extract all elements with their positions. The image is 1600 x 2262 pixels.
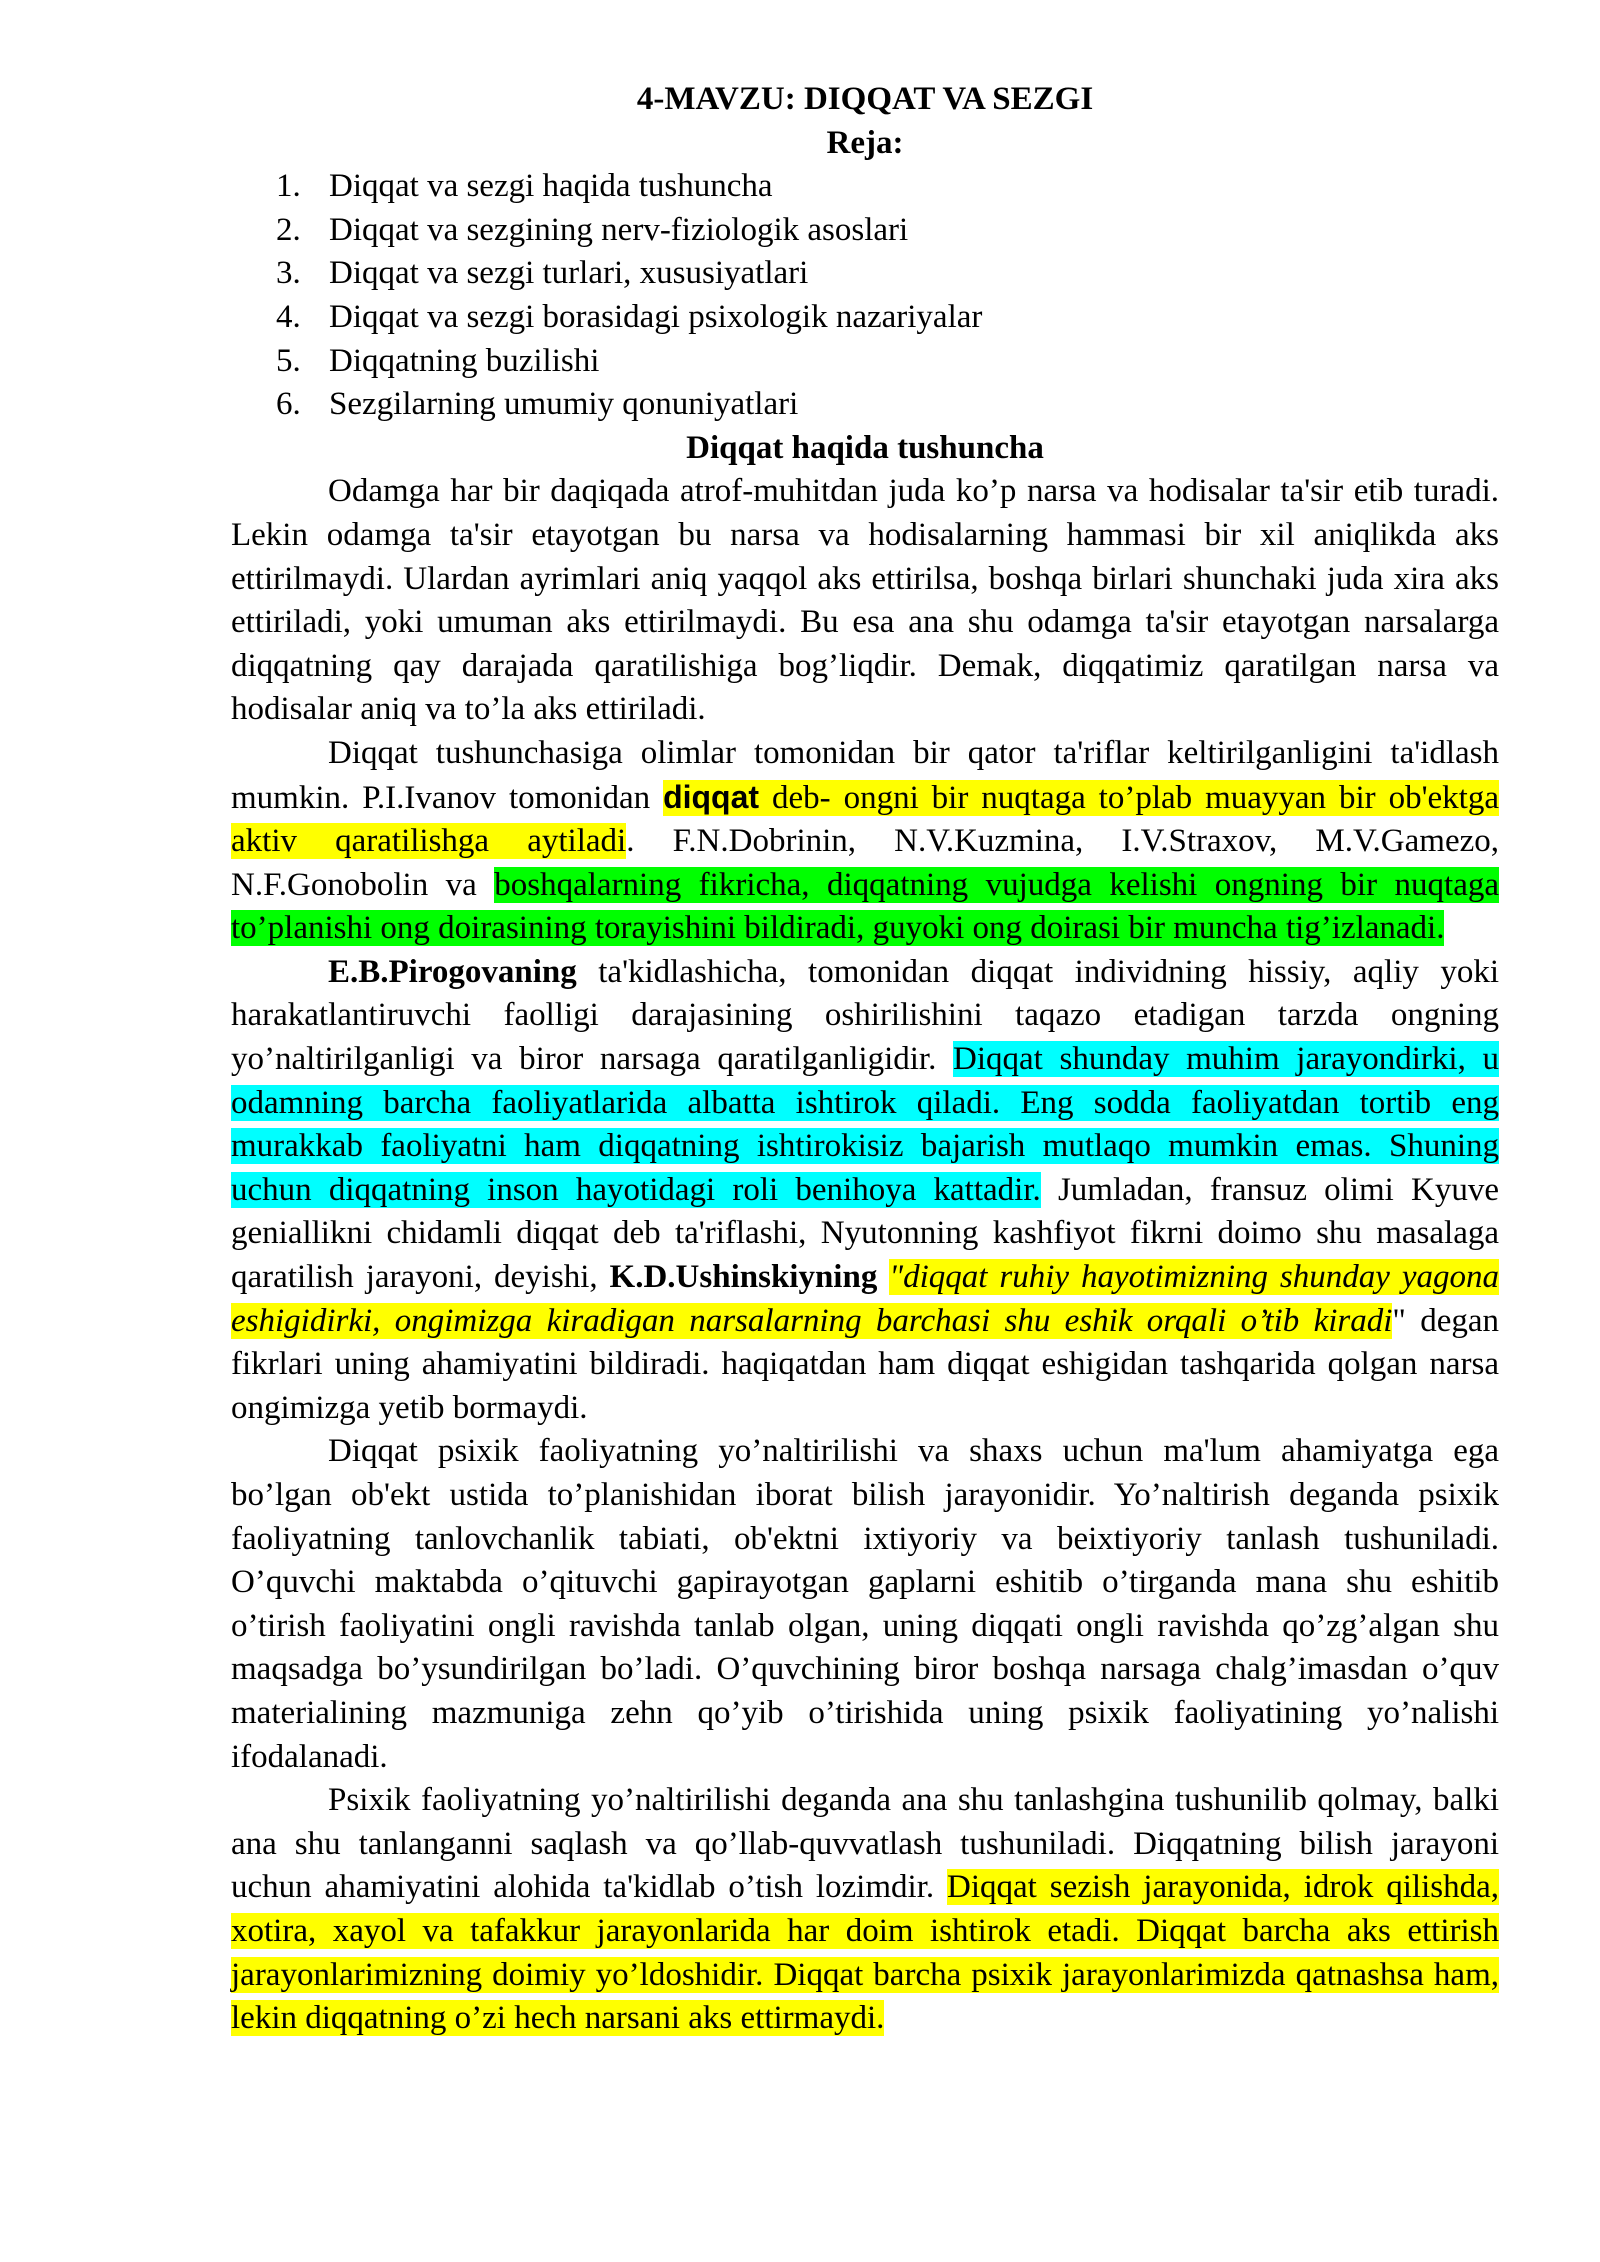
- plan-item-text: Diqqat va sezgi borasidagi psixologik nazariyalar: [329, 298, 983, 335]
- plan-label: Reja:: [826, 124, 904, 161]
- plan-item-number: 2.: [276, 211, 301, 248]
- text-run: ta'kidlashicha, tomonidan diqqat individning hissiy, aqliy yoki harakatlantiruvchi faolligi darajasining oshirilishini taqazo etadigan tarzda ongning yo’naltirilganligi va biror narsaga qaratilganligidir.: [231, 953, 1499, 1078]
- text-run: Jumladan, fransuz olimi Kyuve geniallikni chidamli diqqat deb ta'riflashi, Nyutonning kashfiyot fikrni doimo shu masalaga qaratilish jarayoni, deyishi,: [231, 1171, 1499, 1296]
- plan-item-text: Diqqat va sezgi haqida tushuncha: [329, 168, 773, 205]
- plan-item: [276, 252, 1499, 296]
- highlighted-passage: Diqqat shunday muhim jarayondirki, u odamning barcha faoliyatlarida albatta ishtirok qiladi. Eng sodda faoliyatdan tortib eng murakkab faoliyatni ham diqqatning ishtirokisiz bajarish mutlaqo mumkin emas. Shuning uchun diqqatning inson hayotidagi roli benihoya kattadir.: [231, 1041, 1499, 1208]
- document-title: 4-MAVZU: DIQQAT VA SEZGI: [636, 81, 1094, 117]
- plan-item-text: Sezgilarning umumiy qonuniyatlari: [329, 386, 799, 423]
- text-run: " degan fikrlari uning ahamiyatini bildiradi. haqiqatdan ham diqqat eshigidan tashqarida qolgan narsa ongimizga yetib bormaydi.: [231, 1302, 1499, 1426]
- text-run: [877, 1259, 889, 1295]
- highlighted-passage: boshqalarning fikricha, diqqatning vujudga kelishi ongning bir nuqtaga to’planishi ong doirasining torayishini bildiradi, guyoki ong doirasi bir muncha tig’izlanadi.: [231, 866, 1499, 947]
- text-run: deb- ongni bir nuqtaga to’plab muayyan bir ob'ektga aktiv qaratilishga aytiladi: [231, 779, 1499, 860]
- plan-item-text: Diqqatning buzilishi: [329, 342, 600, 379]
- plan-item: [276, 296, 1499, 340]
- plan-item-number: 5.: [276, 342, 301, 379]
- paragraph-3: [231, 951, 1499, 1431]
- plan-item: [276, 340, 1499, 384]
- text-run: Psixik faoliyatning yo’naltirilishi deganda ana shu tanlashgina tushunilib qolmay, balki ana shu tanlanganni saqlash va qo’llab-quvvatlash tushuniladi. Diqqatning bilish jarayoni uchun ahamiyatini alohida ta'kidlab o’tish lozimdir.: [231, 1782, 1499, 1906]
- plan-item-number: 6.: [276, 386, 301, 423]
- section-heading: Diqqat haqida tushuncha: [686, 429, 1044, 466]
- document-page: [231, 78, 1499, 2041]
- highlighted-quote: "diqqat ruhiy hayotimizning shunday yagona eshigidirki, ongimizga kiradigan narsalarning barchasi shu eshik orqali o’tib kiradi: [231, 1259, 1499, 1339]
- text-run: . F.N.Dobrinin, N.V.Kuzmina, I.V.Straxov, M.V.Gamezo, N.F.Gonobolin va: [231, 823, 1500, 903]
- paragraph-5: [231, 1779, 1499, 2041]
- plan-item: [276, 209, 1499, 253]
- plan-item-number: 4.: [276, 298, 301, 335]
- plan-item-number: 3.: [276, 255, 301, 292]
- plan-item-number: 1.: [276, 168, 301, 205]
- text-run: Diqqat tushunchasiga olimlar tomonidan bir qator ta'riflar keltirilganligini ta'idlash mumkin. P.I.Ivanov tomonidan: [231, 734, 1499, 816]
- plan-item-text: Diqqat va sezgi turlari, xususiyatlari: [329, 255, 809, 292]
- paragraph-2: [231, 732, 1499, 951]
- paragraph-4: Diqqat psixik faoliyatning yo’naltirilishi va shaxs uchun ma'lum ahamiyatga ega bo’lgan ob'ekt ustida to’planishidan iborat bilish jarayonidir. Yo’naltirish deganda psixik faoliyatning tanlovchanlik tabiati, ob'ektni ixtiyoriy va beixtiyoriy tanlash tushuniladi. O’quvchi maktabda o’qituvchi gapirayotgan gaplarni eshitib o’tirganda mana shu eshitib o’tirish faoliyatini ongli ravishda tanlab olgan, uning diqqati ongli ravishda qo’zg’algan shu maqsadga bo’ysundirilgan bo’ladi. O’quvchining biror boshqa narsaga chalg’imasdan o’quv materialining mazmuniga zehn qo’yib o’tirishida uning psixik faoliyatining yo’nalishi ifodalanadi.: [231, 1433, 1499, 1775]
- bold-author: E.B.Pirogovaning: [328, 953, 577, 990]
- plan-item: [276, 165, 1499, 209]
- bold-term: diqqat: [663, 778, 760, 815]
- plan-item: [276, 383, 1499, 427]
- highlighted-passage: Diqqat sezish jarayonida, idrok qilishda, xotira, xayol va tafakkur jarayonlarida har doim ishtirok etadi. Diqqat barcha aks ettirish jarayonlarimizning doimiy yo’ldoshidir. Diqqat barcha psixik jarayonlarimizda qatnashsa ham, lekin diqqatning o’zi hech narsani aks ettirmaydi.: [231, 1869, 1499, 2037]
- plan-list: [231, 165, 1499, 427]
- paragraph-1: Odamga har bir daqiqada atrof-muhitdan juda ko’p narsa va hodisalar ta'sir etib turadi. Lekin odamga ta'sir etayotgan bu narsa va hodisalarning hammasi bir xil aniqlikda aks ettirilmaydi. Ulardan ayrimlari aniq yaqqol aks ettirilsa, boshqa birlari shunchaki juda xira aks ettiriladi, yoki umuman aks ettirilmaydi. Bu esa ana shu odamga ta'sir etayotgan narsalarga diqqatning qay darajada qaratilishiga bog’liqdir. Demak, diqqatimiz qaratilgan narsa va hodisalar aniq va to’la aks ettiriladi.: [231, 473, 1499, 728]
- bold-author: K.D.Ushinskiyning: [609, 1259, 878, 1296]
- plan-item-text: Diqqat va sezgining nerv-fiziologik asoslari: [329, 211, 909, 248]
